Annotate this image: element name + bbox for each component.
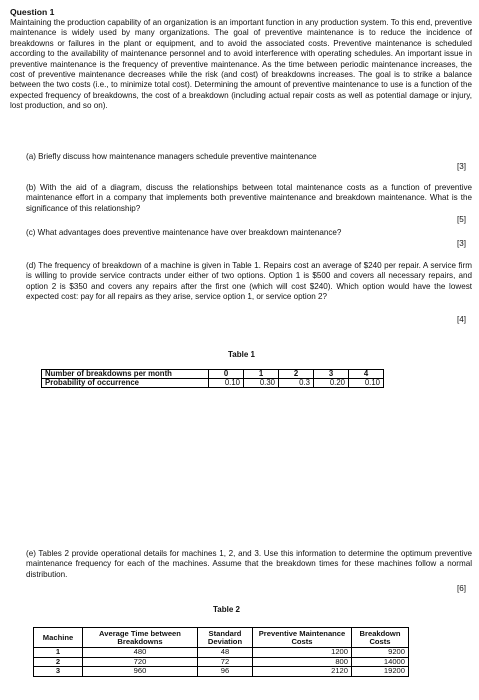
table1-cell: 2	[279, 370, 314, 379]
table1-cell: 0	[209, 370, 244, 379]
table1-row2-label: Probability of occurrence	[42, 379, 209, 388]
table2-cell: 2120	[253, 667, 352, 677]
part-e-text: (e) Tables 2 provide operational details for machines 1, 2, and 3. Use this information to determine the optimum preventive maintenance frequency for each of the machines. Assume that the breakdown times for these machines follow a normal distribution.	[26, 549, 472, 579]
table2-header-machine: Machine	[34, 628, 83, 648]
question-title: Question 1	[10, 7, 55, 17]
table2-cell: 72	[198, 657, 253, 667]
table2	[33, 627, 409, 677]
table2-cell: 14000	[352, 657, 409, 667]
table1-cell: 3	[314, 370, 349, 379]
table1-cell: 0.10	[209, 379, 244, 388]
table2-cell: 3	[34, 667, 83, 677]
table2-cell: 19200	[352, 667, 409, 677]
table-row	[34, 648, 409, 658]
part-c-text: (c) What advantages does preventive maintenance have over breakdown maintenance?	[26, 228, 342, 237]
table1-row-probability	[42, 379, 384, 388]
part-d-marks: [4]	[457, 315, 466, 324]
table2-header-avg-time: Average Time between Breakdowns	[83, 628, 198, 648]
table-row	[34, 667, 409, 677]
table1-cell: 4	[349, 370, 384, 379]
part-a-marks: [3]	[457, 162, 466, 171]
table2-header-pm-costs: Preventive Maintenance Costs	[253, 628, 352, 648]
table2-cell: 48	[198, 648, 253, 658]
question-intro: Maintaining the production capability of an organization is an important function in any production system. To this end, preventive maintenance is widely used by many organizations. The goal of preventive maintenance is to reduce the incidence of breakdowns or failures in the plant or equipment, and to avoid the associated costs. Preventive maintenance is scheduled according to the availability of maintenance personnel and to avoid interference with operating schedules. An important issue in preventive maintenance is the frequency of preventive maintenance. As the time between periodic maintenance increases, the cost of preventive maintenance decreases while the risk (and cost) of breakdowns increases. The goal is to strike a balance between the two costs (i.e., to minimize total cost). Determining the amount of preventive maintenance to use is a function of the expected frequency of breakdowns, the cost of a breakdown (including actual repair costs as well as potential damage or injury, lost production, and so on).	[10, 18, 472, 111]
part-a-text: (a) Briefly discuss how maintenance managers schedule preventive maintenance	[26, 152, 317, 161]
table2-cell: 960	[83, 667, 198, 677]
table2-cell: 480	[83, 648, 198, 658]
table2-cell: 96	[198, 667, 253, 677]
part-e-marks: [6]	[457, 584, 466, 593]
table1-caption: Table 1	[228, 350, 255, 359]
table2-cell: 800	[253, 657, 352, 667]
table1-cell: 0.3	[279, 379, 314, 388]
part-b-marks: [5]	[457, 215, 466, 224]
table1-cell: 0.20	[314, 379, 349, 388]
table1-cell: 0.30	[244, 379, 279, 388]
table2-cell: 9200	[352, 648, 409, 658]
table1-cell: 0.10	[349, 379, 384, 388]
table1	[41, 369, 384, 388]
table2-header-breakdown-costs: Breakdown Costs	[352, 628, 409, 648]
table1-cell: 1	[244, 370, 279, 379]
table2-header-std-dev: Standard Deviation	[198, 628, 253, 648]
table2-caption: Table 2	[213, 605, 240, 614]
table2-cell: 720	[83, 657, 198, 667]
table2-header-row	[34, 628, 409, 648]
table2-cell: 1200	[253, 648, 352, 658]
part-b-text: (b) With the aid of a diagram, discuss the relationships between total maintenance costs as a function of preventive maintenance effort in a company that implements both preventive maintenance and breakdown maintenance. What is the significance of this relationship?	[26, 183, 472, 213]
table2-cell: 2	[34, 657, 83, 667]
table-row	[34, 657, 409, 667]
part-c-marks: [3]	[457, 239, 466, 248]
table2-cell: 1	[34, 648, 83, 658]
table1-row1-label: Number of breakdowns per month	[42, 370, 209, 379]
part-d-text: (d) The frequency of breakdown of a machine is given in Table 1. Repairs cost an average of $240 per repair. A service firm is willing to provide service contracts under either of two options. Option 1 is $500 and covers all necessary repairs, and option 2 is $350 and covers any repairs after the first one (which will cost $240). Which option would have the lowest expected cost: pay for all repairs as they arise, service option 1, or service option 2?	[26, 261, 472, 302]
